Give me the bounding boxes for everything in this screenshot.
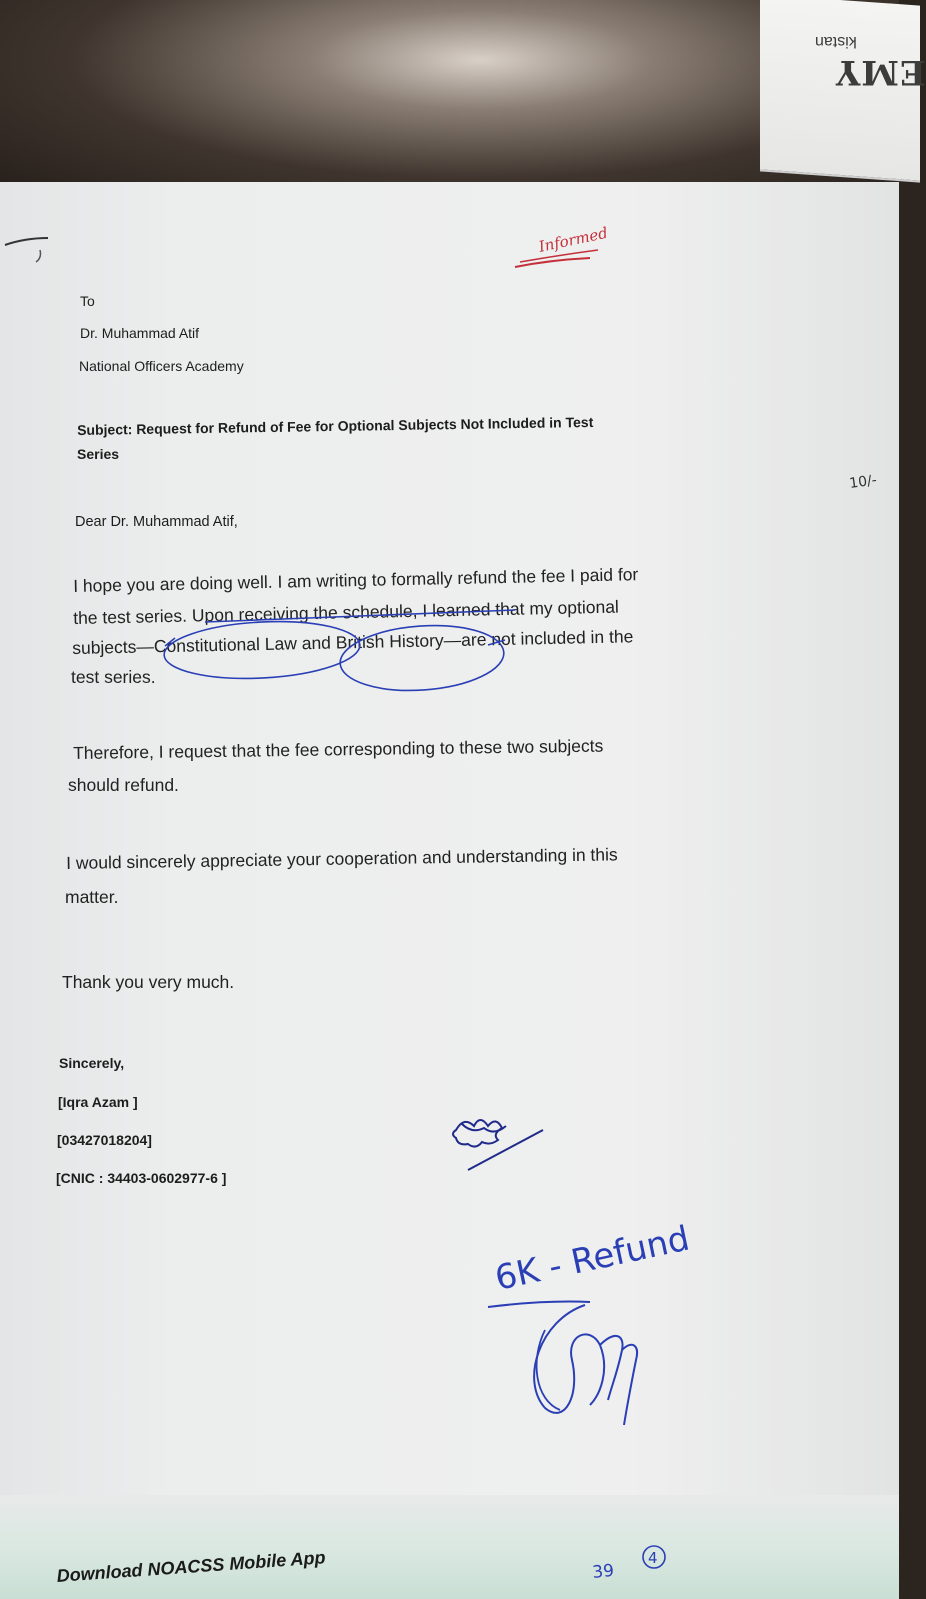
paragraph-3-line-2: matter. [65,887,119,907]
margin-note: 10/- [848,472,878,492]
paragraph-1-line-3: subjects—Constitutional Law and British History—are not included in the [72,626,634,658]
refund-note: 6K - Refund [491,1218,694,1299]
circled-number: 4 [648,1549,658,1567]
page-number-note: 39 [591,1560,616,1583]
sender-phone: [03427018204] [57,1132,152,1148]
paragraph-2-line-1: Therefore, I request that the fee corresponding to these two subjects [73,735,604,763]
closing: Sincerely, [59,1055,125,1071]
initials-scribble [453,1120,502,1147]
paragraph-2-line-2: should refund. [68,775,179,795]
informed-note: Informed [537,223,610,256]
background-sheet-text: kistan [815,33,857,50]
strikethrough-note [515,258,590,267]
paragraph-1-line-1: I hope you are doing well. I am writing to formally refund the fee I paid for [73,564,639,596]
recipient-organization: National Officers Academy [79,358,244,374]
margin-tick [36,250,41,262]
sender-cnic: [CNIC : 34403-0602977-6 ] [56,1170,227,1186]
initials-underline [468,1130,543,1170]
background-sheet-logo-text: EMY [835,52,926,92]
circle-british-history [338,620,506,695]
paragraph-1-line-4: test series. [71,667,156,687]
to-label: To [80,293,95,309]
recipient-name: Dr. Muhammad Atif [80,325,200,341]
refund-underline [488,1302,590,1307]
paragraph-3-line-1: I would sincerely appreciate your cooperation and understanding in this [66,844,618,873]
subject-line-1: Subject: Request for Refund of Fee for Optional Subjects Not Included in Test [77,413,594,438]
strikethrough-line [205,610,515,622]
paragraph-1-line-2: the test series. Upon receiving the schedule, I learned that my optional [73,596,620,628]
sender-name: [Iqra Azam ] [58,1094,138,1110]
salutation: Dear Dr. Muhammad Atif, [75,514,238,530]
signature [534,1305,637,1425]
subject-line-2: Series [77,446,120,462]
circle-constitutional-law [163,617,362,683]
signature-loop [537,1330,560,1410]
margin-scribble [5,238,48,245]
thanks-line: Thank you very much. [62,972,235,992]
footer-promo-text: Download NOACSS Mobile App [56,1547,327,1586]
